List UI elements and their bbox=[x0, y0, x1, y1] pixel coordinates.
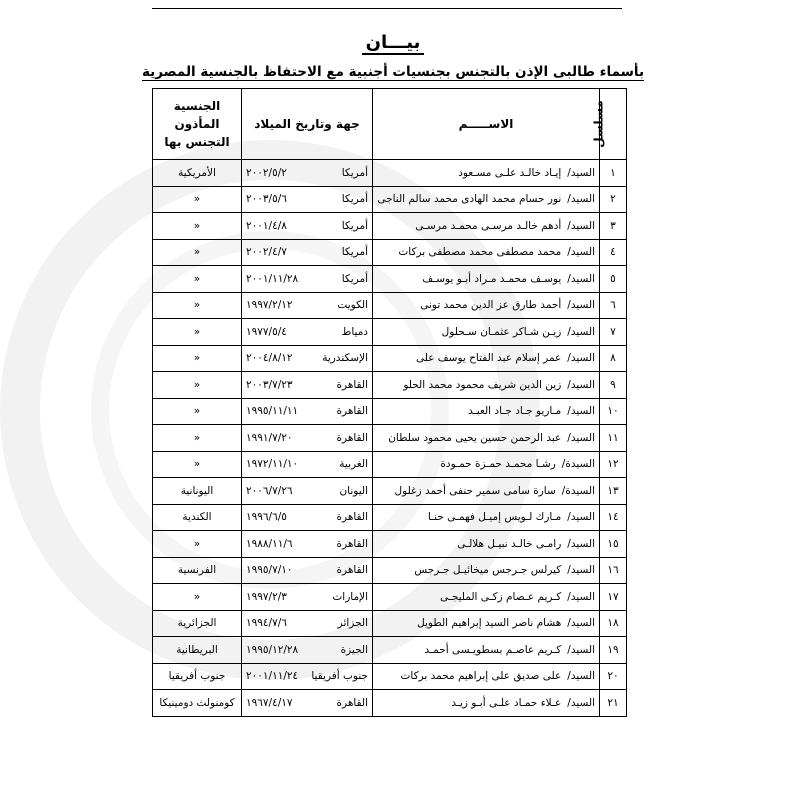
top-rule bbox=[152, 8, 622, 9]
row-birth-place: الإمارات bbox=[332, 590, 368, 603]
row-birth-cell bbox=[242, 398, 373, 425]
row-birth-cell bbox=[242, 451, 373, 478]
row-serial: ١٠ bbox=[600, 398, 627, 425]
row-birth-date: ١٩٨٨/١١/٦ bbox=[246, 537, 293, 550]
row-title: السيد/ bbox=[567, 378, 595, 391]
row-birth-place: القاهرة bbox=[336, 564, 368, 577]
row-title: السيدة/ bbox=[561, 484, 595, 497]
row-birth-wrap bbox=[246, 564, 368, 576]
row-birth-cell bbox=[242, 292, 373, 319]
row-nationality: « bbox=[153, 239, 242, 266]
table-row bbox=[153, 292, 627, 319]
header-serial: مسلسل bbox=[600, 89, 627, 160]
row-nationality: كومنولث دومينيكا bbox=[153, 690, 242, 717]
row-birth-cell bbox=[242, 319, 373, 346]
row-birth-date: ١٩٩٥/١٢/٢٨ bbox=[246, 643, 299, 656]
row-name: كـريم عاصـم بسطويـسى أحمـد bbox=[424, 643, 562, 656]
header-nationality: الجنسية المأذون التجنس بها bbox=[153, 89, 242, 160]
row-birth-place: أمريكا bbox=[341, 246, 368, 259]
row-name: رشـا محمـد حمـزة حمـودة bbox=[440, 458, 556, 471]
row-birth-cell bbox=[242, 557, 373, 584]
header-birth: جهة وتاريخ الميلاد bbox=[242, 89, 373, 160]
row-birth-date: ٢٠٠٦/٧/٢٦ bbox=[246, 484, 293, 497]
row-birth-date: ١٩٦٧/٤/١٧ bbox=[246, 696, 293, 709]
row-nationality: « bbox=[153, 451, 242, 478]
row-birth-place: القاهرة bbox=[336, 378, 368, 391]
row-name-cell bbox=[373, 398, 600, 425]
row-birth-wrap bbox=[246, 220, 368, 232]
row-name: زيـن شـاكر عثمـان سـحلول bbox=[441, 325, 562, 338]
header-name: الاســـــم bbox=[373, 89, 600, 160]
row-name-cell bbox=[373, 425, 600, 452]
row-serial: ٤ bbox=[600, 239, 627, 266]
row-birth-cell bbox=[242, 425, 373, 452]
row-birth-wrap bbox=[246, 246, 368, 258]
row-birth-date: ٢٠٠١/١١/٢٤ bbox=[246, 670, 299, 683]
row-title: السيد/ bbox=[567, 564, 595, 577]
row-birth-date: ١٩٩٥/٧/١٠ bbox=[246, 564, 293, 577]
row-name-cell bbox=[373, 372, 600, 399]
row-nationality: « bbox=[153, 531, 242, 558]
row-serial: ٣ bbox=[600, 213, 627, 240]
row-birth-cell bbox=[242, 690, 373, 717]
row-birth-wrap bbox=[246, 167, 368, 179]
row-name: رامـى خالـد نبيـل هلالـى bbox=[457, 537, 562, 550]
row-name-cell bbox=[373, 345, 600, 372]
row-title: السيد/ bbox=[567, 670, 595, 683]
table-body bbox=[153, 160, 627, 717]
row-birth-cell bbox=[242, 160, 373, 187]
row-nationality: الجزائرية bbox=[153, 610, 242, 637]
row-nationality: « bbox=[153, 584, 242, 611]
row-birth-cell bbox=[242, 239, 373, 266]
table-row bbox=[153, 690, 627, 717]
row-name: هشام ناصر السيد إبراهيم الطويل bbox=[417, 617, 562, 630]
table-row bbox=[153, 213, 627, 240]
row-name-cell bbox=[373, 663, 600, 690]
row-serial: ٩ bbox=[600, 372, 627, 399]
row-title: السيد/ bbox=[567, 299, 595, 312]
row-birth-cell bbox=[242, 372, 373, 399]
row-birth-place: القاهرة bbox=[336, 537, 368, 550]
row-birth-date: ١٩٩١/٧/٢٠ bbox=[246, 431, 293, 444]
row-birth-date: ٢٠٠١/٤/٨ bbox=[246, 219, 287, 232]
row-name-cell bbox=[373, 557, 600, 584]
row-title: السيد/ bbox=[567, 511, 595, 524]
table-header-row bbox=[153, 89, 627, 160]
row-serial: ١١ bbox=[600, 425, 627, 452]
row-name: مـارك لـويس إميـل فهمـى حنـا bbox=[427, 511, 562, 524]
row-serial: ٦ bbox=[600, 292, 627, 319]
row-name-cell bbox=[373, 213, 600, 240]
row-name-cell bbox=[373, 451, 600, 478]
row-birth-wrap bbox=[246, 352, 368, 364]
row-birth-wrap bbox=[246, 193, 368, 205]
row-serial: ١ bbox=[600, 160, 627, 187]
row-birth-place: الكويت bbox=[337, 299, 368, 312]
row-nationality: « bbox=[153, 425, 242, 452]
row-birth-place: القاهرة bbox=[336, 405, 368, 418]
row-title: السيد/ bbox=[567, 643, 595, 656]
table-row bbox=[153, 266, 627, 293]
row-name: أحمد طارق عز الدين محمد تونى bbox=[420, 299, 562, 312]
row-serial: ٥ bbox=[600, 266, 627, 293]
row-birth-wrap bbox=[246, 617, 368, 629]
row-title: السيد/ bbox=[567, 325, 595, 338]
row-birth-cell bbox=[242, 504, 373, 531]
row-name: عمر إسلام عبد الفتاح يوسف على bbox=[415, 352, 562, 365]
row-nationality: « bbox=[153, 372, 242, 399]
row-birth-date: ١٩٩٥/١١/١١ bbox=[246, 405, 299, 418]
row-birth-wrap bbox=[246, 432, 368, 444]
row-birth-date: ١٩٩٦/٦/٥ bbox=[246, 511, 287, 524]
row-birth-wrap bbox=[246, 326, 368, 338]
row-name: محمد مصطفى محمد مصطفى بركات bbox=[398, 246, 562, 259]
row-birth-wrap bbox=[246, 697, 368, 709]
row-nationality: « bbox=[153, 398, 242, 425]
row-birth-wrap bbox=[246, 405, 368, 417]
row-birth-cell bbox=[242, 637, 373, 664]
row-serial: ١٥ bbox=[600, 531, 627, 558]
row-nationality: « bbox=[153, 292, 242, 319]
row-birth-place: الإسكندرية bbox=[322, 352, 368, 365]
row-birth-place: الجزائر bbox=[337, 617, 368, 630]
row-name: عـلاء حمـاد علـى أبـو زيـد bbox=[451, 696, 562, 709]
applicants-table bbox=[152, 88, 627, 717]
row-name: أدهم خالـد مرسـى محمـد مرسـى bbox=[415, 219, 562, 232]
row-serial: ٨ bbox=[600, 345, 627, 372]
row-title: السيد/ bbox=[567, 590, 595, 603]
row-birth-date: ١٩٧٧/٥/٤ bbox=[246, 325, 287, 338]
row-title: السيد/ bbox=[567, 193, 595, 206]
row-title: السيد/ bbox=[567, 537, 595, 550]
row-title: السيد/ bbox=[567, 696, 595, 709]
row-birth-date: ٢٠٠٢/٥/٢ bbox=[246, 166, 287, 179]
table-row bbox=[153, 425, 627, 452]
row-name: عبد الرحمن حسين يحيى محمود سلطان bbox=[388, 431, 562, 444]
row-title: السيد/ bbox=[567, 166, 595, 179]
row-name-cell bbox=[373, 504, 600, 531]
row-serial: ١٨ bbox=[600, 610, 627, 637]
row-title: السيد/ bbox=[567, 272, 595, 285]
row-serial: ١٢ bbox=[600, 451, 627, 478]
row-name: إيـاد خالـد علـى مسـعود bbox=[458, 166, 562, 179]
row-nationality: الكندية bbox=[153, 504, 242, 531]
row-birth-place: دمياط bbox=[341, 325, 368, 338]
row-nationality: اليونانية bbox=[153, 478, 242, 505]
row-birth-date: ١٩٩٧/٢/٣ bbox=[246, 590, 287, 603]
table-row bbox=[153, 531, 627, 558]
table-row bbox=[153, 186, 627, 213]
table-row bbox=[153, 451, 627, 478]
row-title: السيد/ bbox=[567, 405, 595, 418]
row-name: على صديق على إبراهيم محمد بركات bbox=[400, 670, 562, 683]
row-birth-cell bbox=[242, 186, 373, 213]
row-title: السيد/ bbox=[567, 246, 595, 259]
table-row bbox=[153, 160, 627, 187]
table-row bbox=[153, 372, 627, 399]
row-birth-date: ٢٠٠٢/٤/٧ bbox=[246, 246, 287, 259]
table-row bbox=[153, 610, 627, 637]
row-serial: ١٩ bbox=[600, 637, 627, 664]
row-birth-date: ٢٠٠٣/٧/٢٣ bbox=[246, 378, 293, 391]
row-birth-place: الجيزة bbox=[340, 643, 368, 656]
row-serial: ١٦ bbox=[600, 557, 627, 584]
row-birth-date: ٢٠٠٣/٥/٦ bbox=[246, 193, 287, 206]
row-birth-date: ٢٠٠٤/٨/١٢ bbox=[246, 352, 293, 365]
row-birth-wrap bbox=[246, 511, 368, 523]
row-title: السيد/ bbox=[567, 431, 595, 444]
row-birth-place: القاهرة bbox=[336, 696, 368, 709]
row-birth-date: ١٩٧٢/١١/١٠ bbox=[246, 458, 299, 471]
row-name-cell bbox=[373, 160, 600, 187]
row-birth-wrap bbox=[246, 591, 368, 603]
row-nationality: « bbox=[153, 345, 242, 372]
table-row bbox=[153, 398, 627, 425]
row-birth-place: جنوب أفريقيا bbox=[311, 670, 368, 683]
row-nationality: « bbox=[153, 266, 242, 293]
row-nationality: الفرنسية bbox=[153, 557, 242, 584]
row-name: سارة سامى سمير حنفى أحمد زغلول bbox=[394, 484, 556, 497]
row-birth-place: الغربية bbox=[339, 458, 368, 471]
row-serial: ١٣ bbox=[600, 478, 627, 505]
table-row bbox=[153, 557, 627, 584]
row-name: يوسـف محمـد مـراد أبـو يوسـف bbox=[422, 272, 562, 285]
row-birth-wrap bbox=[246, 538, 368, 550]
row-name-cell bbox=[373, 292, 600, 319]
row-nationality: « bbox=[153, 319, 242, 346]
table-row bbox=[153, 637, 627, 664]
row-name: نور حسام محمد الهادى محمد سالم الناجى bbox=[377, 193, 562, 206]
table-row bbox=[153, 663, 627, 690]
row-birth-place: أمريكا bbox=[341, 272, 368, 285]
row-name-cell bbox=[373, 186, 600, 213]
row-name-cell bbox=[373, 319, 600, 346]
row-serial: ١٧ bbox=[600, 584, 627, 611]
row-name-cell bbox=[373, 610, 600, 637]
row-name-cell bbox=[373, 266, 600, 293]
row-birth-wrap bbox=[246, 273, 368, 285]
row-birth-wrap bbox=[246, 458, 368, 470]
document-title: بيـــان bbox=[0, 32, 786, 53]
row-serial: ١٤ bbox=[600, 504, 627, 531]
row-birth-date: ٢٠٠١/١١/٢٨ bbox=[246, 272, 299, 285]
row-name: كـريم عـصام زكـى المليجـى bbox=[440, 590, 562, 603]
row-nationality: « bbox=[153, 186, 242, 213]
row-name: مـاريو جـاد جـاد العبـد bbox=[468, 405, 562, 418]
row-birth-place: أمريكا bbox=[341, 193, 368, 206]
row-name-cell bbox=[373, 239, 600, 266]
row-birth-place: القاهرة bbox=[336, 511, 368, 524]
row-birth-date: ١٩٩٤/٧/٦ bbox=[246, 617, 287, 630]
row-nationality: جنوب أفريقيا bbox=[153, 663, 242, 690]
row-name-cell bbox=[373, 478, 600, 505]
row-birth-wrap bbox=[246, 644, 368, 656]
row-birth-cell bbox=[242, 531, 373, 558]
row-nationality: البريطانية bbox=[153, 637, 242, 664]
row-name: زين الدين شريف محمود محمد الحلو bbox=[403, 378, 562, 391]
row-title: السيدة/ bbox=[561, 458, 595, 471]
table-row bbox=[153, 478, 627, 505]
row-name-cell bbox=[373, 690, 600, 717]
table-row bbox=[153, 504, 627, 531]
row-serial: ٢ bbox=[600, 186, 627, 213]
row-birth-place: أمريكا bbox=[341, 219, 368, 232]
document-subtitle: بأسماء طالبى الإذن بالتجنس بجنسيات أجنبية مع الاحتفاظ بالجنسية المصرية bbox=[141, 64, 645, 80]
row-birth-cell bbox=[242, 610, 373, 637]
table-row bbox=[153, 345, 627, 372]
row-birth-place: القاهرة bbox=[336, 431, 368, 444]
table-row bbox=[153, 239, 627, 266]
row-birth-date: ١٩٩٧/٢/١٢ bbox=[246, 299, 293, 312]
row-serial: ٢٠ bbox=[600, 663, 627, 690]
row-name: كيرلس جـرجس ميخائيـل جـرجس bbox=[414, 564, 562, 577]
row-birth-cell bbox=[242, 345, 373, 372]
row-birth-wrap bbox=[246, 299, 368, 311]
table-row bbox=[153, 584, 627, 611]
row-birth-cell bbox=[242, 663, 373, 690]
row-birth-cell bbox=[242, 478, 373, 505]
row-birth-cell bbox=[242, 213, 373, 240]
row-birth-cell bbox=[242, 584, 373, 611]
row-title: السيد/ bbox=[567, 219, 595, 232]
row-name-cell bbox=[373, 584, 600, 611]
row-birth-cell bbox=[242, 266, 373, 293]
row-title: السيد/ bbox=[567, 352, 595, 365]
row-birth-wrap bbox=[246, 670, 368, 682]
row-name-cell bbox=[373, 637, 600, 664]
row-nationality: « bbox=[153, 213, 242, 240]
table-row bbox=[153, 319, 627, 346]
row-birth-place: اليونان bbox=[339, 484, 368, 497]
row-serial: ٢١ bbox=[600, 690, 627, 717]
row-serial: ٧ bbox=[600, 319, 627, 346]
row-birth-wrap bbox=[246, 379, 368, 391]
row-nationality: الأمريكية bbox=[153, 160, 242, 187]
row-birth-wrap bbox=[246, 485, 368, 497]
row-birth-place: أمريكا bbox=[341, 166, 368, 179]
row-title: السيد/ bbox=[567, 617, 595, 630]
row-name-cell bbox=[373, 531, 600, 558]
